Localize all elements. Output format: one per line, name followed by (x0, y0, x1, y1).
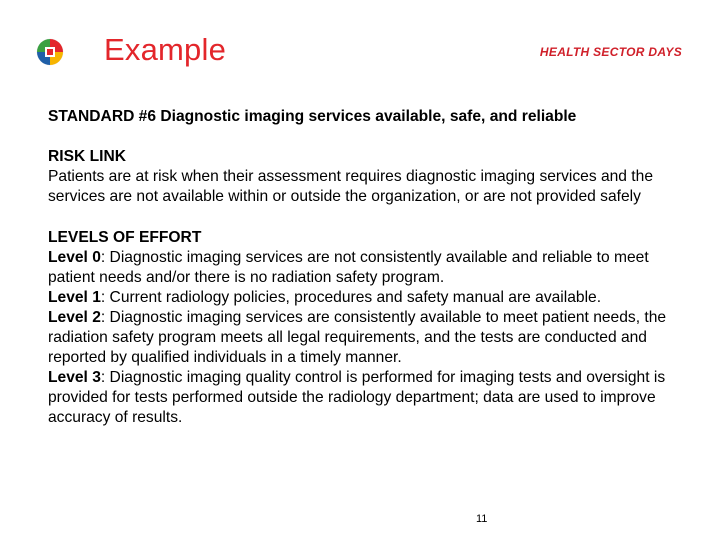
level-item (48, 368, 688, 428)
risk-link-section (48, 147, 688, 207)
level-label: Level 1 (48, 289, 101, 306)
level-item (48, 308, 688, 368)
level-item (48, 288, 688, 308)
risk-link-text: Patients are at risk when their assessment requires diagnostic imaging services and the services are not available within or outside the organization, or are not provided safely (48, 168, 653, 205)
standard-heading: STANDARD #6 Diagnostic imaging services available, safe, and reliable (48, 108, 577, 125)
brand-logo-text: HEALTH SECTOR DAYS (539, 45, 682, 59)
level-label: Level 2 (48, 309, 101, 326)
level-text: : Diagnostic imaging services are not consistently available and reliable to meet patient needs and/or there is no radiation safety program. (48, 249, 649, 286)
level-label: Level 3 (48, 369, 101, 386)
level-text: : Diagnostic imaging services are consistently available to meet patient needs, the radiation safety program meets all legal requirements, and the tests are conducted and reported by qualified individuals in a timely manner. (48, 309, 667, 366)
page-title: Example (104, 32, 227, 67)
risk-link-heading: RISK LINK (48, 148, 126, 165)
levels-heading: LEVELS OF EFFORT (48, 229, 202, 246)
logo-icon (36, 38, 64, 66)
levels-section (48, 228, 688, 428)
level-label: Level 0 (48, 249, 101, 266)
slide-content (48, 107, 688, 449)
page-number: 11 (476, 513, 488, 525)
level-text: : Diagnostic imaging quality control is performed for imaging tests and oversight is provided for tests performed outside the radiology department; data are used to improve accuracy of results. (48, 369, 666, 426)
level-item (48, 248, 688, 288)
level-text: : Current radiology policies, procedures and safety manual are available. (100, 289, 602, 306)
